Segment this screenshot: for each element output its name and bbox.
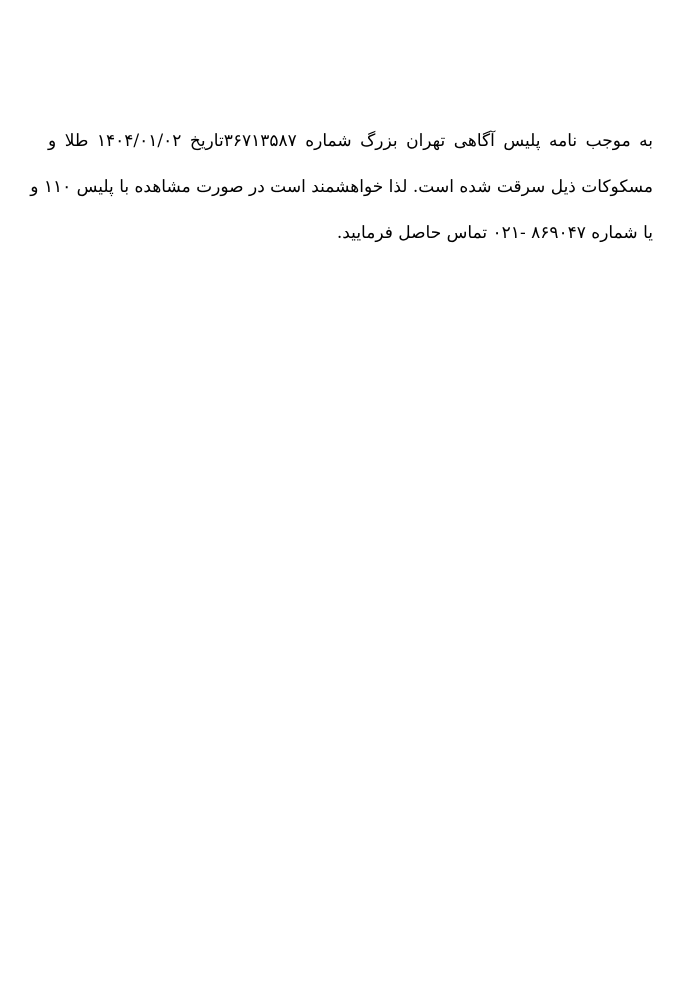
paragraph-line-2: مسکوکات ذیل سرقت شده است. لذا خواهشمند است در صورت مشاهده با پلیس ۱۱۰ و [30,177,653,197]
paragraph-line-1: به موجب نامه پلیس آگاهی تهران بزرگ شماره ۳۶۷۱۳۵۸۷تاریخ ۱۴۰۴/۰۱/۰۲ طلا و [48,131,653,151]
notice-paragraph [30,118,653,256]
paragraph-line-3: یا شماره ۸۶۹۰۴۷ -۰۲۱ تماس حاصل فرمایید. [336,223,653,243]
